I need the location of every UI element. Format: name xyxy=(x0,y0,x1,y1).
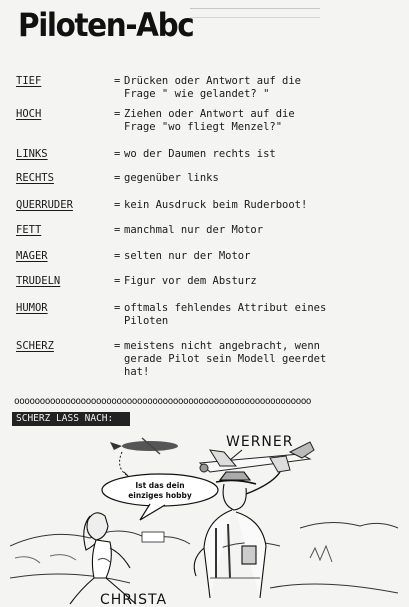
woman-figure xyxy=(70,513,136,604)
small-airplane-drawing xyxy=(110,438,178,454)
cartoon-illustration xyxy=(10,428,400,607)
speech-bubble-line1: Ist das dein xyxy=(135,481,185,490)
glossary-term: LINKS xyxy=(16,148,48,160)
speech-bubble-line2: einziges hobby xyxy=(128,491,192,500)
equals-sign: = xyxy=(114,275,121,287)
equals-sign: = xyxy=(114,224,121,236)
glossary-definition: Ziehen oder Antwort auf die Frage "wo fliegt Menzel?" xyxy=(124,108,295,133)
glossary-term: HUMOR xyxy=(16,302,48,314)
equals-sign: = xyxy=(114,302,121,314)
glossary-definition: Drücken oder Antwort auf die Frage " wie gelandet? " xyxy=(124,75,302,100)
glossary-term: SCHERZ xyxy=(16,340,54,352)
scherz-banner: SCHERZ LASS NACH: xyxy=(12,412,130,426)
glossary-definition: oftmals fehlendes Attribut eines Piloten xyxy=(124,302,327,327)
glossary-definition: meistens nicht angebracht, wenn gerade Pilot sein Modell geerdet hat! xyxy=(124,340,327,378)
faint-header-rule xyxy=(190,8,320,18)
glossary-term: TRUDELN xyxy=(16,275,61,287)
werner-pointer xyxy=(230,450,242,460)
glossary-term: TIEF xyxy=(16,75,42,87)
cartoon-name-werner: WERNER xyxy=(226,434,294,450)
equals-sign: = xyxy=(114,108,121,120)
glossary-definition: gegenüber links xyxy=(124,172,219,184)
landscape-background xyxy=(10,522,398,593)
glossary-definition: Figur vor dem Absturz xyxy=(124,275,257,287)
glossary-definition: selten nur der Motor xyxy=(124,250,251,262)
glossary-definition: manchmal nur der Motor xyxy=(124,224,264,236)
equals-sign: = xyxy=(114,75,121,87)
cartoon-name-christa: CHRISTA xyxy=(100,592,168,607)
glossary-term: RECHTS xyxy=(16,172,54,184)
equals-sign: = xyxy=(114,172,121,184)
glossary-term: MAGER xyxy=(16,250,48,262)
equals-sign: = xyxy=(114,340,121,352)
glossary-definition: kein Ausdruck beim Ruderboot! xyxy=(124,199,308,211)
page-title: Piloten-Abc xyxy=(18,6,194,44)
equals-sign: = xyxy=(114,250,121,262)
small-sign xyxy=(142,532,164,542)
speech-bubble xyxy=(102,474,218,520)
separator-line: oooooooooooooooooooooooooooooooooooooooooooooooooooooooooo xyxy=(14,396,311,407)
glossary-term: HOCH xyxy=(16,108,42,120)
glossary-term: FETT xyxy=(16,224,42,236)
glossary-term: QUERRUDER xyxy=(16,199,73,211)
glossary-definition: wo der Daumen rechts ist xyxy=(124,148,276,160)
equals-sign: = xyxy=(114,148,121,160)
equals-sign: = xyxy=(114,199,121,211)
